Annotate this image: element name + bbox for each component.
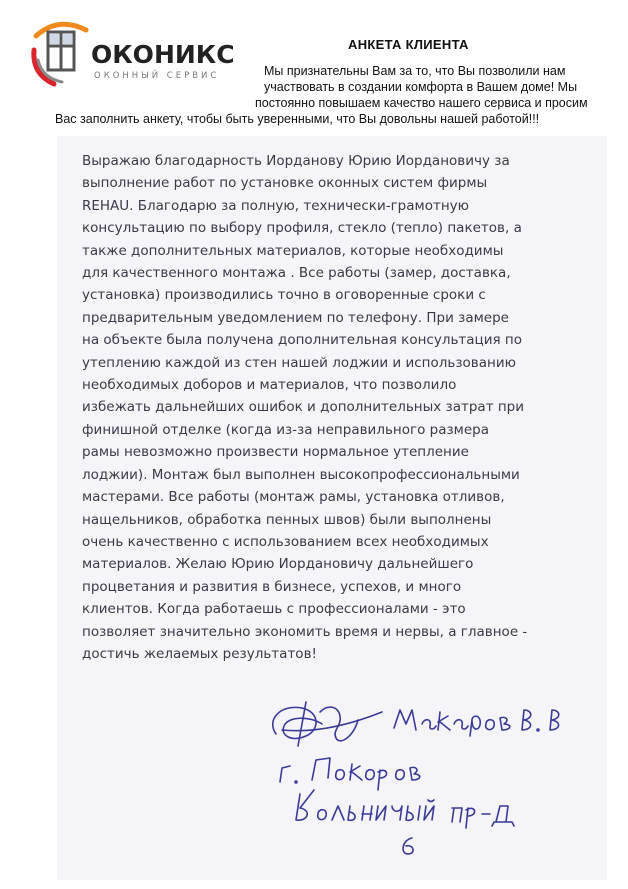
letter-line: достичь желаемых результатов! [82,645,317,662]
letter-line: также дополнительных материалов, которые необходимы [82,242,504,259]
intro-line: Мы признательны Вам за то, что Вы позволили нам [264,64,566,78]
letter-line: избежать дальнейших ошибок и дополнительных затрат при [82,399,525,416]
letter-line: очень качественно с использованием всех необходимых [82,533,489,550]
letter-line: финишной отделке (когда из-за неправильного размера [82,421,489,438]
letter-line: REHAU. Благодарю за полную, технически-грамотную [82,197,470,214]
letter-line: мастерами. Все работы (монтаж рамы, установка отливов, [82,489,505,506]
intro-line: постоянно повышаем качество нашего сервиса и просим [255,96,588,110]
letter-line: клиентов. Когда работаешь с профессионалами - это [82,601,466,618]
company-logo [28,20,238,90]
letter-line: установка) производились точно в оговоренные сроки с [82,287,486,304]
logo-subtitle: ОКОННЫЙ СЕРВИС [94,71,220,81]
letter-line: нащельников, обработка пенных швов) были выполнены [82,511,492,528]
letter-line: для качественного монтажа . Все работы (замер, доставка, [82,265,511,282]
logo-name: ОКОНИКС [91,40,235,69]
intro-line: Вас заполнить анкету, чтобы быть уверенными, что Вы довольны нашей работой!!! [55,112,540,126]
letter-line: позволяет значительно экономить время и нервы, а главное - [82,623,528,640]
letter-line: лоджии). Монтаж был выполнен высокопрофессиональными [82,466,520,483]
letter-line: материалов. Желаю Юрию Иордановичу дальнейшего [82,556,474,573]
letter-line: рамы невозможно произвести нормальное утепление [82,444,469,461]
letter-line: предварительным уведомлением по телефону. При замере [82,309,509,326]
letter-line: процветания и развития в бизнесе, успехов, и много [82,578,462,595]
letter-line: необходимых доборов и материалов, что позволило [82,377,457,394]
letter-body [82,150,597,665]
letter-line: выполнение работ по установке оконных систем фирмы [82,175,488,192]
letter-line: консультацию по выбору профиля, стекло (тепло) пакетов, а [82,220,522,237]
window-logo-icon [28,20,98,90]
letter-line: Выражаю благодарность Иорданову Юрию Иордановичу за [82,153,510,169]
form-title: АНКЕТА КЛИЕНТА [348,37,469,52]
handwritten-signature [262,690,602,860]
letter-line: на объекте была получена дополнительная консультация по [82,332,522,349]
intro-line: участвовать в создании комфорта в Вашем доме! Мы [264,80,578,94]
letter-line: утеплению каждой из стен нашей лоджии и использованию [82,354,516,371]
